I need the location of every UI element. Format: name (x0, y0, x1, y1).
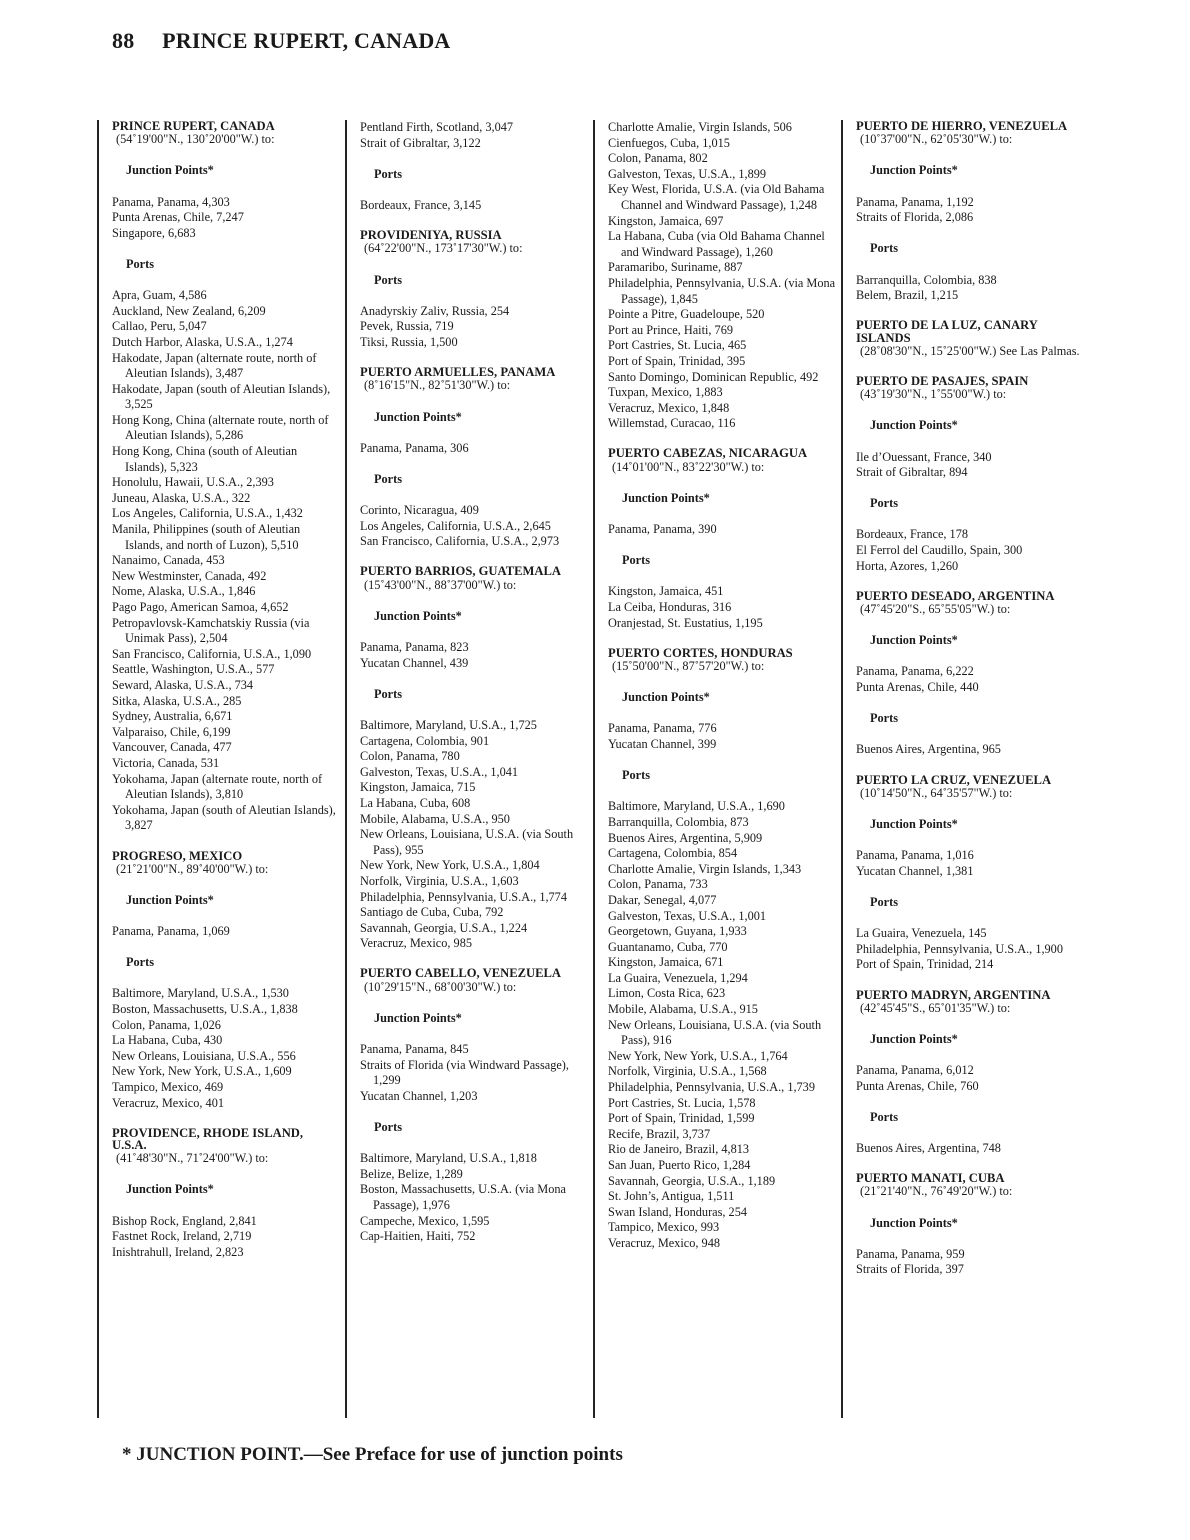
distance-line: Cartagena, Colombia, 854 (608, 846, 738, 861)
distance-line: Bordeaux, France, 178 (856, 527, 969, 542)
distance-line: Port au Prince, Haiti, 769 (608, 322, 733, 337)
distance-line: Pago Pago, American Samoa, 4,652 (112, 600, 289, 615)
distance-line: New York, New York, U.S.A., 1,804 (360, 858, 540, 873)
junction-points-heading: Junction Points* (374, 608, 462, 623)
distance-line: Fastnet Rock, Ireland, 2,719 (112, 1229, 252, 1244)
junction-points-heading: Junction Points* (870, 163, 958, 178)
ports-heading: Ports (870, 241, 898, 256)
distance-line: Hong Kong, China (alternate route, north of Aleutian Islands), 5,286 (112, 412, 329, 443)
distance-line: Belem, Brazil, 1,215 (856, 288, 959, 303)
port-name: PROVIDENCE, RHODE ISLAND, U.S.A. (112, 1125, 304, 1153)
distance-line: Manila, Philippines (south of Aleutian Islands, and north of Luzon), 5,510 (112, 522, 301, 552)
distance-line: La Habana, Cuba (via Old Bahama Channel and Windward Passage), 1,260 (608, 229, 825, 259)
page-number: 88 (112, 28, 135, 53)
distance-line: Valparaiso, Chile, 6,199 (112, 724, 231, 739)
distance-line: Port Castries, St. Lucia, 1,578 (608, 1095, 756, 1110)
distance-line: Panama, Panama, 6,222 (856, 664, 974, 679)
port-name: PUERTO MANATI, CUBA (856, 1171, 1005, 1186)
port-coordinates: (10˚29'15"N., 68˚00'30"W.) to: (364, 979, 517, 994)
port-entry (360, 229, 588, 350)
distance-line: Juneau, Alaska, U.S.A., 322 (112, 490, 251, 505)
distance-line: Willemstad, Curacao, 116 (608, 416, 736, 431)
port-name: PUERTO CABELLO, VENEZUELA (360, 966, 561, 981)
port-coordinates: (42˚45'45"S., 65˚01'35"W.) to: (860, 1000, 1011, 1015)
junction-points-heading: Junction Points* (126, 163, 214, 178)
port-coordinates: (21˚21'00"N., 89˚40'00"W.) to: (116, 861, 269, 876)
distance-line: Straits of Florida, 2,086 (856, 210, 974, 225)
distance-line: Baltimore, Maryland, U.S.A., 1,818 (360, 1151, 537, 1166)
port-coordinates: (14˚01'00"N., 83˚22'30"W.) to: (612, 459, 765, 474)
distance-line: Straits of Florida (via Windward Passage), 1,299 (360, 1057, 569, 1088)
distance-line: Yucatan Channel, 1,203 (360, 1088, 478, 1103)
port-coordinates: (8˚16'15"N., 82˚51'30"W.) to: (364, 378, 511, 393)
port-entry (608, 447, 836, 631)
page-header (112, 28, 451, 54)
distance-line: Port of Spain, Trinidad, 395 (608, 353, 746, 368)
distance-line: Panama, Panama, 306 (360, 440, 469, 455)
distance-line: Buenos Aires, Argentina, 748 (856, 1141, 1001, 1156)
distance-line: Nome, Alaska, U.S.A., 1,846 (112, 584, 256, 599)
distance-line: Kingston, Jamaica, 671 (608, 955, 724, 970)
junction-points-heading: Junction Points* (622, 490, 710, 505)
ports-heading: Ports (374, 272, 402, 287)
distance-line: New Orleans, Louisiana, U.S.A. (via South Pass), 916 (608, 1017, 822, 1048)
port-entry (856, 319, 1084, 359)
port-coordinates: (21˚21'40"N., 76˚49'20"W.) to: (860, 1184, 1013, 1199)
port-entry (856, 774, 1084, 973)
distance-line: Bordeaux, France, 3,145 (360, 197, 482, 212)
distance-line: Veracruz, Mexico, 401 (112, 1095, 224, 1110)
distance-line: Panama, Panama, 776 (608, 721, 717, 736)
distance-line: Cap-Haitien, Haiti, 752 (360, 1229, 476, 1244)
distance-line: Panama, Panama, 6,012 (856, 1063, 974, 1078)
port-coordinates: (47˚45'20"S., 65˚55'05"W.) to: (860, 602, 1011, 617)
port-entry (360, 120, 588, 214)
distance-line: Apra, Guam, 4,586 (112, 288, 207, 303)
distance-line: Tampico, Mexico, 469 (112, 1080, 224, 1095)
port-coordinates: (10˚14'50"N., 64˚35'57"W.) to: (860, 785, 1013, 800)
distance-line: Kingston, Jamaica, 697 (608, 213, 724, 228)
distance-line: Ile d’Ouessant, France, 340 (856, 449, 992, 464)
distance-line: La Guaira, Venezuela, 1,294 (608, 970, 748, 985)
ports-heading: Ports (374, 166, 402, 181)
ports-heading: Ports (126, 955, 154, 970)
ports-heading: Ports (870, 711, 898, 726)
distance-line: Belize, Belize, 1,289 (360, 1166, 463, 1181)
distance-line: Nanaimo, Canada, 453 (112, 553, 225, 568)
distance-line: Savannah, Georgia, U.S.A., 1,189 (608, 1173, 776, 1188)
distance-line: Buenos Aires, Argentina, 965 (856, 742, 1001, 757)
port-entry (360, 967, 588, 1244)
distance-line: Charlotte Amalie, Virgin Islands, 1,343 (608, 861, 802, 876)
distance-line: Panama, Panama, 823 (360, 640, 469, 655)
distance-line: Dakar, Senegal, 4,077 (608, 892, 717, 907)
distance-line: Galveston, Texas, U.S.A., 1,899 (608, 166, 767, 181)
distance-line: Auckland, New Zealand, 6,209 (112, 303, 266, 318)
ports-heading: Ports (870, 1109, 898, 1124)
port-coordinates: (54˚19'00"N., 130˚20'00"W.) to: (116, 132, 275, 147)
port-entry (856, 1172, 1084, 1278)
port-entry (112, 1127, 340, 1261)
distance-line: Inishtrahull, Ireland, 2,823 (112, 1244, 244, 1259)
distance-line: Colon, Panama, 1,026 (112, 1017, 221, 1032)
port-name: PROVIDENIYA, RUSSIA (360, 228, 502, 243)
ports-heading: Ports (374, 471, 402, 486)
distance-line: Baltimore, Maryland, U.S.A., 1,530 (112, 986, 289, 1001)
distance-line: Pointe a Pitre, Guadeloupe, 520 (608, 307, 765, 322)
distance-line: Strait of Gibraltar, 894 (856, 465, 968, 480)
distance-line: Galveston, Texas, U.S.A., 1,001 (608, 908, 767, 923)
distance-line: Galveston, Texas, U.S.A., 1,041 (360, 764, 519, 779)
distance-line: Hakodate, Japan (alternate route, north of Aleutian Islands), 3,487 (112, 350, 317, 381)
distance-line: Santiago de Cuba, Cuba, 792 (360, 905, 504, 920)
distance-line: Panama, Panama, 4,303 (112, 194, 230, 209)
distance-line: Yucatan Channel, 399 (608, 736, 717, 751)
distance-line: Vancouver, Canada, 477 (112, 740, 232, 755)
distance-line: San Francisco, California, U.S.A., 2,973 (360, 534, 560, 549)
distance-line: Mobile, Alabama, U.S.A., 915 (608, 1002, 758, 1017)
port-name: PUERTO CABEZAS, NICARAGUA (608, 446, 808, 461)
distance-line: Veracruz, Mexico, 948 (608, 1235, 720, 1250)
port-coordinates: (64˚22'00"N., 173˚17'30"W.) to: (364, 241, 523, 256)
distance-line: Yucatan Channel, 439 (360, 655, 469, 670)
junction-points-heading: Junction Points* (870, 816, 958, 831)
port-coordinates: (43˚19'30"N., 1˚55'00"W.) to: (860, 387, 1007, 402)
port-name: PUERTO DESEADO, ARGENTINA (856, 588, 1055, 603)
distance-line: Petropavlovsk-Kamchatskiy Russia (via Unimak Pass), 2,504 (112, 615, 310, 646)
distance-line: Los Angeles, California, U.S.A., 1,432 (112, 506, 303, 521)
port-name: PUERTO DE PASAJES, SPAIN (856, 373, 1029, 388)
distance-line: Colon, Panama, 733 (608, 877, 708, 892)
distance-line: Sitka, Alaska, U.S.A., 285 (112, 693, 242, 708)
distance-line: Port Castries, St. Lucia, 465 (608, 338, 747, 353)
distance-line: Barranquilla, Colombia, 873 (608, 814, 749, 829)
distance-line: Philadelphia, Pennsylvania, U.S.A. (via Mona Passage), 1,845 (608, 275, 836, 306)
distance-line: Callao, Peru, 5,047 (112, 319, 207, 334)
distance-line: Baltimore, Maryland, U.S.A., 1,725 (360, 717, 537, 732)
distance-line: Philadelphia, Pennsylvania, U.S.A., 1,774 (360, 889, 567, 904)
distance-line: Campeche, Mexico, 1,595 (360, 1213, 490, 1228)
junction-points-heading: Junction Points* (870, 633, 958, 648)
distance-line: Panama, Panama, 1,016 (856, 848, 974, 863)
distance-line: Kingston, Jamaica, 451 (608, 584, 724, 599)
distance-line: Boston, Massachusetts, U.S.A. (via Mona Passage), 1,976 (360, 1182, 566, 1212)
distance-line: Buenos Aires, Argentina, 5,909 (608, 830, 763, 845)
distance-line: Panama, Panama, 959 (856, 1246, 965, 1261)
column-3 (593, 120, 836, 1418)
distance-line: Charlotte Amalie, Virgin Islands, 506 (608, 120, 792, 134)
port-name: PUERTO DE LA LUZ, CANARY ISLANDS (856, 318, 1038, 345)
distance-line: San Francisco, California, U.S.A., 1,090 (112, 646, 312, 661)
distance-line: Anadyrskiy Zaliv, Russia, 254 (360, 303, 510, 318)
distance-line: Swan Island, Honduras, 254 (608, 1204, 748, 1219)
distance-line: Rio de Janeiro, Brazil, 4,813 (608, 1142, 750, 1157)
distance-line: Norfolk, Virginia, U.S.A., 1,568 (608, 1064, 767, 1079)
distance-line: Tiksi, Russia, 1,500 (360, 334, 458, 349)
junction-points-heading: Junction Points* (374, 409, 462, 424)
distance-line: New York, New York, U.S.A., 1,764 (608, 1048, 788, 1063)
distance-line: Sydney, Australia, 6,671 (112, 709, 233, 724)
distance-line: Yokohama, Japan (alternate route, north of Aleutian Islands), 3,810 (112, 771, 323, 802)
junction-points-heading: Junction Points* (870, 1031, 958, 1046)
distance-line: La Habana, Cuba, 430 (112, 1033, 223, 1048)
port-entry (112, 850, 340, 1112)
distance-line: Straits of Florida, 397 (856, 1262, 964, 1277)
port-entry (608, 120, 836, 432)
distance-line: Colon, Panama, 780 (360, 749, 460, 764)
junction-point-footnote: * JUNCTION POINT.—See Preface for use of junction points (122, 1444, 623, 1465)
port-entry (112, 120, 340, 834)
distance-line: Recife, Brazil, 3,737 (608, 1126, 711, 1141)
distance-line: Hakodate, Japan (south of Aleutian Islands), 3,525 (112, 381, 331, 412)
ports-heading: Ports (374, 1120, 402, 1135)
port-name: PUERTO LA CRUZ, VENEZUELA (856, 772, 1052, 787)
distance-line: Oranjestad, St. Eustatius, 1,195 (608, 615, 763, 630)
distance-line: Panama, Panama, 390 (608, 522, 717, 537)
distance-line: Barranquilla, Colombia, 838 (856, 272, 997, 287)
distance-line: La Ceiba, Honduras, 316 (608, 600, 732, 615)
distance-line: Baltimore, Maryland, U.S.A., 1,690 (608, 799, 785, 814)
distance-line: Punta Arenas, Chile, 7,247 (112, 210, 244, 225)
ports-heading: Ports (622, 553, 650, 568)
junction-points-heading: Junction Points* (126, 892, 214, 907)
distance-line: Los Angeles, California, U.S.A., 2,645 (360, 518, 551, 533)
distance-line: La Habana, Cuba, 608 (360, 795, 471, 810)
column-1 (97, 120, 340, 1418)
distance-line: Norfolk, Virginia, U.S.A., 1,603 (360, 873, 519, 888)
distance-line: Honolulu, Hawaii, U.S.A., 2,393 (112, 475, 274, 490)
distance-line: Tuxpan, Mexico, 1,883 (608, 385, 723, 400)
column-2 (345, 120, 588, 1418)
ports-heading: Ports (870, 894, 898, 909)
port-coordinates: (15˚43'00"N., 88˚37'00"W.) to: (364, 577, 517, 592)
port-name: PUERTO MADRYN, ARGENTINA (856, 987, 1051, 1002)
port-entry (360, 565, 588, 951)
port-coordinates: (28˚08'30"N., 15˚25'00"W.) See Las Palmas. (860, 343, 1080, 358)
distance-line: Limon, Costa Rica, 623 (608, 986, 726, 1001)
distance-line: Cienfuegos, Cuba, 1,015 (608, 135, 730, 150)
distance-line: Victoria, Canada, 531 (112, 755, 220, 770)
distance-line: Paramaribo, Suriname, 887 (608, 260, 743, 275)
distance-line: Port of Spain, Trinidad, 214 (856, 957, 994, 972)
junction-points-heading: Junction Points* (870, 1215, 958, 1230)
distance-table (97, 120, 1097, 1420)
port-name: PUERTO CORTES, HONDURAS (608, 645, 793, 660)
ports-heading: Ports (870, 496, 898, 511)
distance-line: Punta Arenas, Chile, 760 (856, 1078, 979, 1093)
distance-line: Colon, Panama, 802 (608, 151, 708, 166)
ports-heading: Ports (374, 686, 402, 701)
distance-line: Veracruz, Mexico, 985 (360, 936, 472, 951)
junction-points-heading: Junction Points* (622, 690, 710, 705)
junction-points-heading: Junction Points* (126, 1182, 214, 1197)
port-name: PUERTO DE HIERRO, VENEZUELA (856, 120, 1068, 133)
distance-line: Strait of Gibraltar, 3,122 (360, 135, 481, 150)
ports-heading: Ports (622, 768, 650, 783)
port-coordinates: (10˚37'00"N., 62˚05'30"W.) to: (860, 132, 1013, 147)
distance-line: New Orleans, Louisiana, U.S.A., 556 (112, 1048, 296, 1063)
distance-line: Horta, Azores, 1,260 (856, 558, 959, 573)
distance-line: Georgetown, Guyana, 1,933 (608, 924, 747, 939)
port-entry (856, 590, 1084, 758)
port-entry (360, 366, 588, 550)
port-name: PUERTO ARMUELLES, PANAMA (360, 365, 556, 380)
distance-line: Kingston, Jamaica, 715 (360, 780, 476, 795)
distance-line: Philadelphia, Pennsylvania, U.S.A., 1,739 (608, 1080, 815, 1095)
port-entry (608, 647, 836, 1252)
page-title: PRINCE RUPERT, CANADA (162, 28, 451, 53)
distance-line: Philadelphia, Pennsylvania, U.S.A., 1,900 (856, 941, 1063, 956)
distance-line: New York, New York, U.S.A., 1,609 (112, 1064, 292, 1079)
distance-line: La Guaira, Venezuela, 145 (856, 926, 987, 941)
distance-line: Santo Domingo, Dominican Republic, 492 (608, 369, 819, 384)
distance-line: Key West, Florida, U.S.A. (via Old Bahama Channel and Windward Passage), 1,248 (608, 182, 825, 212)
junction-points-heading: Junction Points* (870, 418, 958, 433)
distance-line: Panama, Panama, 1,192 (856, 194, 974, 209)
distance-line: Yokohama, Japan (south of Aleutian Islands), 3,827 (112, 802, 336, 833)
distance-line: Mobile, Alabama, U.S.A., 950 (360, 811, 510, 826)
distance-line: Guantanamo, Cuba, 770 (608, 939, 728, 954)
port-name: PUERTO BARRIOS, GUATEMALA (360, 564, 561, 579)
distance-line: Panama, Panama, 845 (360, 1042, 469, 1057)
distance-line: Yucatan Channel, 1,381 (856, 863, 974, 878)
distance-line: San Juan, Puerto Rico, 1,284 (608, 1158, 751, 1172)
distance-line: Panama, Panama, 1,069 (112, 924, 230, 939)
distance-line: Corinto, Nicaragua, 409 (360, 503, 479, 518)
distance-line: New Westminster, Canada, 492 (112, 568, 267, 583)
distance-line: Pentland Firth, Scotland, 3,047 (360, 120, 514, 134)
distance-line: Savannah, Georgia, U.S.A., 1,224 (360, 920, 528, 935)
column-4 (841, 120, 1084, 1418)
port-coordinates: (15˚50'00"N., 87˚57'20"W.) to: (612, 659, 765, 673)
distance-line: New Orleans, Louisiana, U.S.A. (via South Pass), 955 (360, 827, 574, 857)
port-coordinates: (41˚48'30"N., 71˚24'00"W.) to: (116, 1151, 269, 1166)
port-entry (856, 989, 1084, 1157)
port-entry (856, 375, 1084, 574)
distance-line: Dutch Harbor, Alaska, U.S.A., 1,274 (112, 334, 293, 349)
distance-line: Seattle, Washington, U.S.A., 577 (112, 662, 275, 677)
distance-line: Veracruz, Mexico, 1,848 (608, 400, 730, 415)
port-entry (856, 120, 1084, 304)
distance-line: Port of Spain, Trinidad, 1,599 (608, 1111, 755, 1126)
port-name: PRINCE RUPERT, CANADA (112, 120, 275, 133)
distance-line: Seward, Alaska, U.S.A., 734 (112, 677, 254, 692)
distance-line: Hong Kong, China (south of Aleutian Islands), 5,323 (112, 444, 298, 474)
distance-line: St. John’s, Antigua, 1,511 (608, 1189, 735, 1204)
distance-line: Punta Arenas, Chile, 440 (856, 680, 979, 695)
distance-line: Pevek, Russia, 719 (360, 319, 454, 334)
distance-line: Bishop Rock, England, 2,841 (112, 1213, 257, 1228)
distance-line: El Ferrol del Caudillo, Spain, 300 (856, 543, 1023, 558)
ports-heading: Ports (126, 256, 154, 271)
distance-line: Cartagena, Colombia, 901 (360, 733, 490, 748)
distance-line: Tampico, Mexico, 993 (608, 1220, 720, 1235)
distance-line: Boston, Massachusetts, U.S.A., 1,838 (112, 1002, 298, 1017)
distance-line: Singapore, 6,683 (112, 225, 196, 240)
port-name: PROGRESO, MEXICO (112, 848, 243, 863)
junction-points-heading: Junction Points* (374, 1010, 462, 1025)
